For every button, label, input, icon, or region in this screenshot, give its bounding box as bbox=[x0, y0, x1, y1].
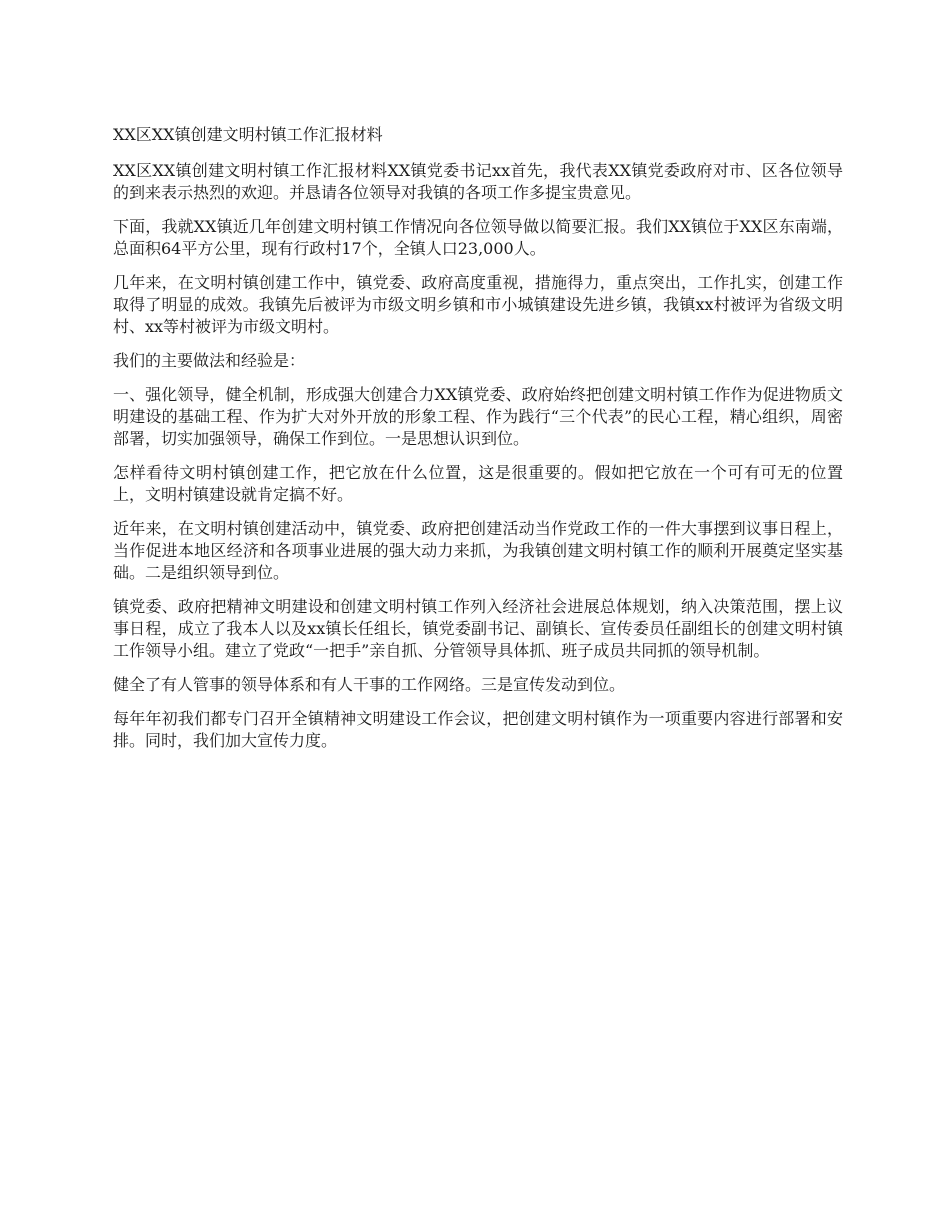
paragraph-4: 我们的主要做法和经验是： bbox=[113, 351, 306, 370]
paragraph-1: XX区XX镇创建文明村镇工作汇报材料XX镇党委书记xx首先，我代表XX镇党委政府对市、区各位领导的到来表示热烈的欢迎。并恳请各位领导对我镇的各项工作多提宝贵意见。 bbox=[113, 161, 843, 202]
paragraph-8: 镇党委、政府把精神文明建设和创建文明村镇工作列入经济社会进展总体规划，纳入决策范围，摆上议事日程，成立了我本人以及xx镇长任组长，镇党委副书记、副镇长、宣传委员任副组长的创建文明村镇工作领导小组。建立了党政“一把手”亲自抓、分管领导具体抓、班子成员共同抓的领导机制。 bbox=[113, 597, 843, 660]
paragraph-6: 怎样看待文明村镇创建工作，把它放在什么位置，这是很重要的。假如把它放在一个可有可无的位置上，文明村镇建设就肯定搞不好。 bbox=[113, 463, 843, 504]
paragraph-7: 近年来，在文明村镇创建活动中，镇党委、政府把创建活动当作党政工作的一件大事摆到议事日程上，当作促进本地区经济和各项事业进展的强大动力来抓，为我镇创建文明村镇工作的顺利开展奠定坚实基础。二是组织领导到位。 bbox=[113, 519, 843, 582]
document-page bbox=[113, 124, 843, 764]
paragraph-5: 一、强化领导，健全机制，形成强大创建合力XX镇党委、政府始终把创建文明村镇工作作为促进物质文明建设的基础工程、作为扩大对外开放的形象工程、作为践行“三个代表”的民心工程，精心组织，周密部署，切实加强领导，确保工作到位。一是思想认识到位。 bbox=[113, 385, 843, 448]
paragraph-9: 健全了有人管事的领导体系和有人干事的工作网络。三是宣传发动到位。 bbox=[113, 675, 626, 694]
document-title: XX区XX镇创建文明村镇工作汇报材料 bbox=[113, 125, 383, 144]
paragraph-3: 几年来，在文明村镇创建工作中，镇党委、政府高度重视，措施得力，重点突出，工作扎实，创建工作取得了明显的成效。我镇先后被评为市级文明乡镇和市小城镇建设先进乡镇，我镇xx村被评为省级文明村、xx等村被评为市级文明村。 bbox=[113, 273, 843, 336]
paragraph-2: 下面，我就XX镇近几年创建文明村镇工作情况向各位领导做以简要汇报。我们XX镇位于XX区东南端，总面积64平方公里，现有行政村17个，全镇人口23,000人。 bbox=[113, 217, 843, 258]
paragraph-10: 每年年初我们都专门召开全镇精神文明建设工作会议，把创建文明村镇作为一项重要内容进行部署和安排。同时，我们加大宣传力度。 bbox=[113, 709, 843, 750]
